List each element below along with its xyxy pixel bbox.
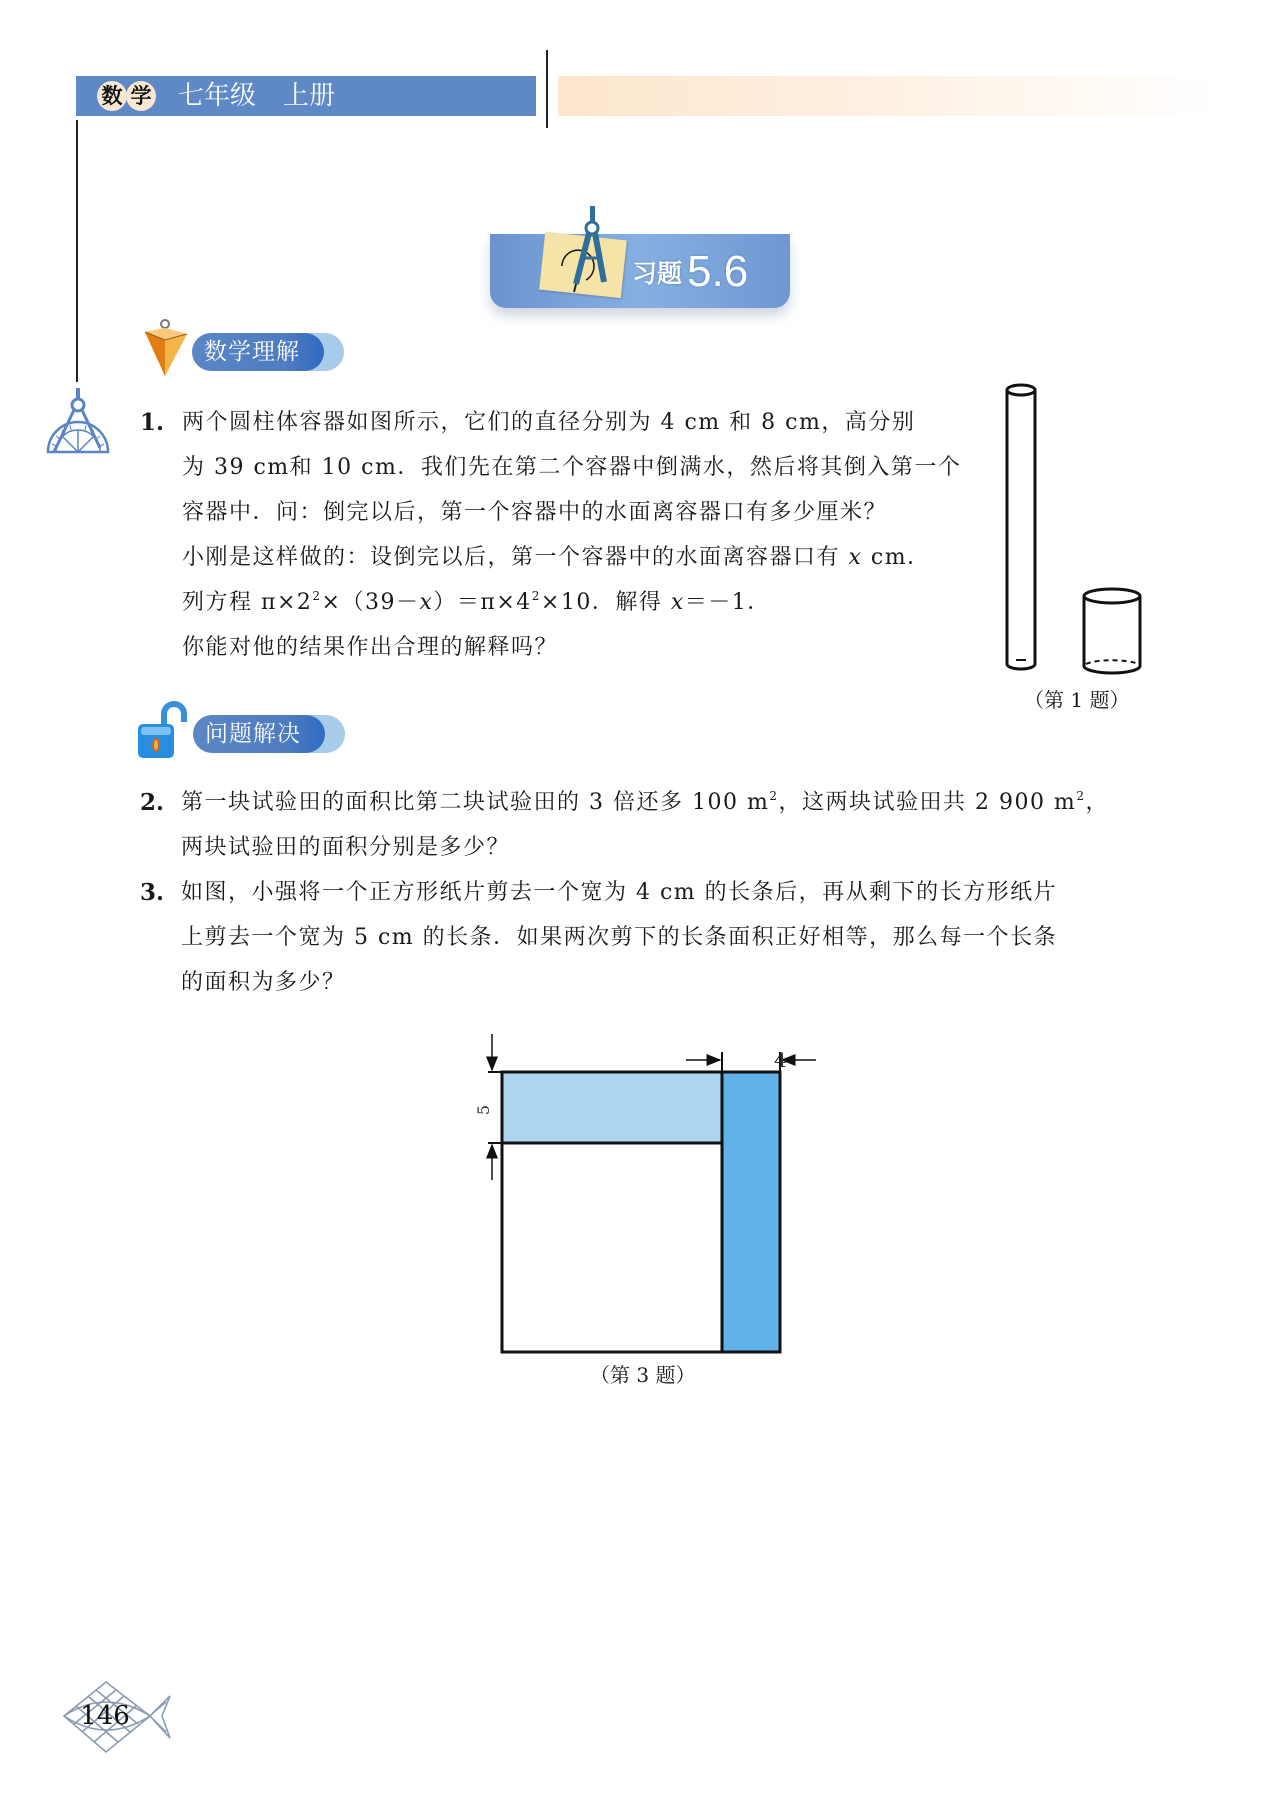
volume-label: 上册 — [283, 81, 336, 111]
problem-3-text — [181, 870, 1141, 1005]
grade-label: 七年级 — [178, 81, 257, 111]
text-line: 两个圆柱体容器如图所示，它们的直径分别为 4 cm 和 8 cm，高分别 — [182, 410, 916, 435]
page-number: 146 — [80, 1701, 130, 1731]
equation-line: 列方程 $\pi\times 2^2\times(39-x)=\pi\times 4^2\times 10$．解得 x＝－1． — [182, 589, 771, 615]
exercise-title-badge — [490, 234, 790, 308]
header-gradient-band — [558, 76, 1218, 116]
problem-number: 3. — [140, 879, 165, 906]
margin-line — [76, 120, 78, 382]
subject-badge — [97, 81, 156, 111]
width-label: 4 — [774, 1048, 787, 1072]
subject-char: 数 — [97, 81, 127, 111]
figure-3-caption: （第 3 题） — [590, 1363, 696, 1387]
text-line: 第一块试验田的面积比第二块试验田的 3 倍还多 100 $m^2$，这两块试验田共 2 900 $m^2$， — [181, 789, 1109, 815]
text-line: 为 39 cm和 10 cm．我们先在第二个容器中倒满水，然后将其倒入第一个 — [182, 455, 962, 480]
height-label: 5 — [474, 1104, 494, 1116]
problem-number: 1. — [140, 409, 165, 436]
problem-number: 2. — [140, 789, 165, 816]
open-lock-icon — [136, 700, 192, 760]
header-divider — [546, 50, 548, 128]
problem-1-text — [182, 400, 972, 670]
text-line: 小刚是这样做的：设倒完以后，第一个容器中的水面离容器口有 x cm． — [182, 545, 931, 570]
exercise-label: 习题 — [632, 259, 683, 288]
figure-1-caption: （第 1 题） — [1024, 688, 1130, 712]
section-title: 数学理解 — [192, 333, 324, 371]
text-line: 你能对他的结果作出合理的解释吗？ — [182, 635, 559, 660]
subject-char: 学 — [126, 81, 156, 111]
section-label-math-understanding — [192, 333, 344, 371]
text-line: 容器中．问：倒完以后，第一个容器中的水面离容器口有多少厘米？ — [182, 500, 888, 525]
text-line: 的面积为多少？ — [181, 970, 346, 995]
header-bar — [76, 76, 536, 116]
section-label-problem-solving — [193, 715, 345, 753]
text-line: 两块试验田的面积分别是多少？ — [181, 835, 511, 860]
text-line: 上剪去一个宽为 5 cm 的长条．如果两次剪下的长条面积正好相等，那么每一个长条 — [181, 925, 1058, 950]
text-line: 如图，小强将一个正方形纸片剪去一个宽为 4 cm 的长条后，再从剩下的长方形纸片 — [181, 880, 1058, 905]
exercise-number: 5.6 — [687, 247, 749, 296]
plumb-bob-icon — [143, 318, 189, 378]
cylinders-figure — [1000, 380, 1150, 680]
drawing-compass-icon — [552, 206, 632, 302]
problem-2-text — [181, 780, 1141, 870]
square-strips-figure — [470, 1030, 830, 1360]
compass-protractor-icon — [44, 388, 112, 456]
section-title: 问题解决 — [193, 715, 325, 753]
